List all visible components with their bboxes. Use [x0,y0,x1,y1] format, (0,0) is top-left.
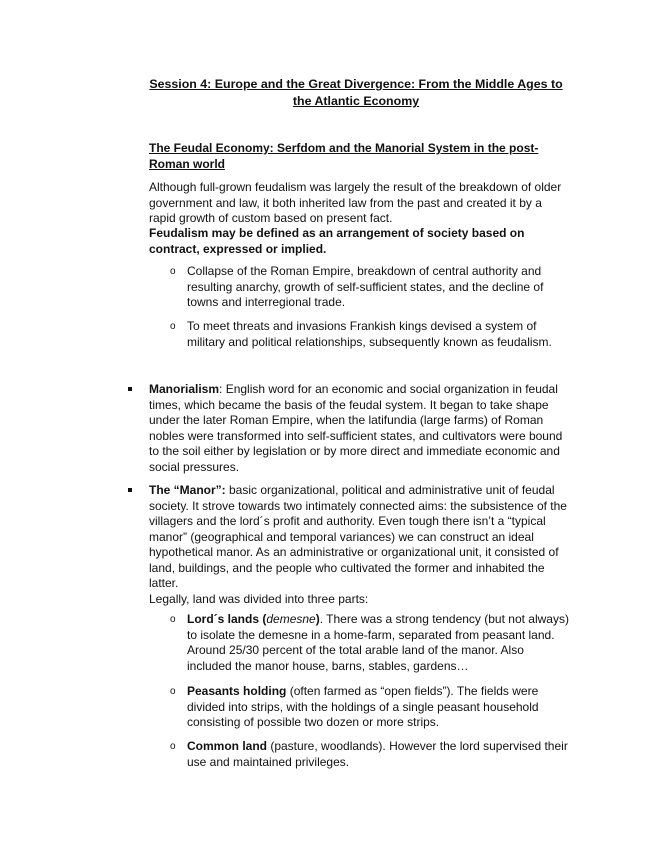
cause-text: To meet threats and invasions Frankish kings devised a system of military and political relationships, subsequently known as feudalism. [187,319,552,349]
manor-text [149,483,569,607]
square-bullet-icon [128,488,132,492]
cause-text: Collapse of the Roman Empire, breakdown of central authority and resulting anarchy, growth of self-sufficient states, and the decline of towns and interregional trade. [187,264,544,310]
land-part-term-close: ) [315,612,320,626]
manor-description: basic organizational, political and administrative unit of feudal society. It strove towards two intimately connected aims: the subsistence of the villagers and the lord´s profit and authority. Even tough there isn’t a “typical manor” (geographical and temporal variances) we can construct an ideal hypothetical manor. As an administrative or organizational unit, it consisted of land, buildings, and the people who cultivated the former and inhabited the latter. [149,483,567,590]
manorialism-term: Manorialism [149,382,220,396]
feudalism-definition: Feudalism may be defined as an arrangement of society based on contract, expressed or implied. [149,226,525,256]
land-part-text [187,612,569,674]
sub-bullet-marker: o [170,266,176,277]
manorialism-text [149,382,569,475]
land-division-intro: Legally, land was divided into three parts: [149,591,369,606]
section-heading: The Feudal Economy: Serfdom and the Manorial System in the post-Roman world [149,141,539,171]
sub-bullet-marker: o [170,741,176,752]
manor-term: The “Manor”: [149,483,226,497]
land-part-term: Common land [187,739,267,753]
sub-bullet-marker: o [170,614,176,625]
intro-paragraph: Although full-grown feudalism was largely the result of the breakdown of older government and law, it both inherited law from the past and created it by a rapid growth of custom based on present fact. [149,180,562,225]
land-part-description: (often farmed as “open fields”). The fields were divided into strips, with the holdings of a single peasant household consisting of possible two dozen or more strips. [187,684,539,730]
sub-bullet-marker: o [170,321,176,332]
document-title: Session 4: Europe and the Great Divergence: From the Middle Ages to the Atlantic Economy [149,77,563,108]
sub-bullet-marker: o [170,686,176,697]
land-part-term-italic: demesne [266,612,316,626]
land-part-term: Peasants holding [187,684,287,698]
manorialism-description: : English word for an economic and social organization in feudal times, which became the basis of the feudal system. It began to take shape under the later Roman Empire, when the latifundia (large farms) of Roman nobles were transformed into self-sufficient states, and cultivators were bound to the soil either by legislation or by more direct and immediate economic and social pressures. [149,382,563,474]
land-part-description: . There was a strong tendency (but not always) to isolate the demesne in a home-farm, separated from peasant land. Around 25/30 percent of the total arable land of the manor. Also included the manor house, barns, stables, gardens… [187,612,569,673]
land-part-text [187,684,569,731]
land-part-description: (pasture, woodlands). However the lord supervised their use and maintained privileges. [187,739,568,769]
square-bullet-icon [128,387,132,391]
land-part-term: Lord´s lands ( [187,612,267,626]
land-part-text [187,739,569,770]
